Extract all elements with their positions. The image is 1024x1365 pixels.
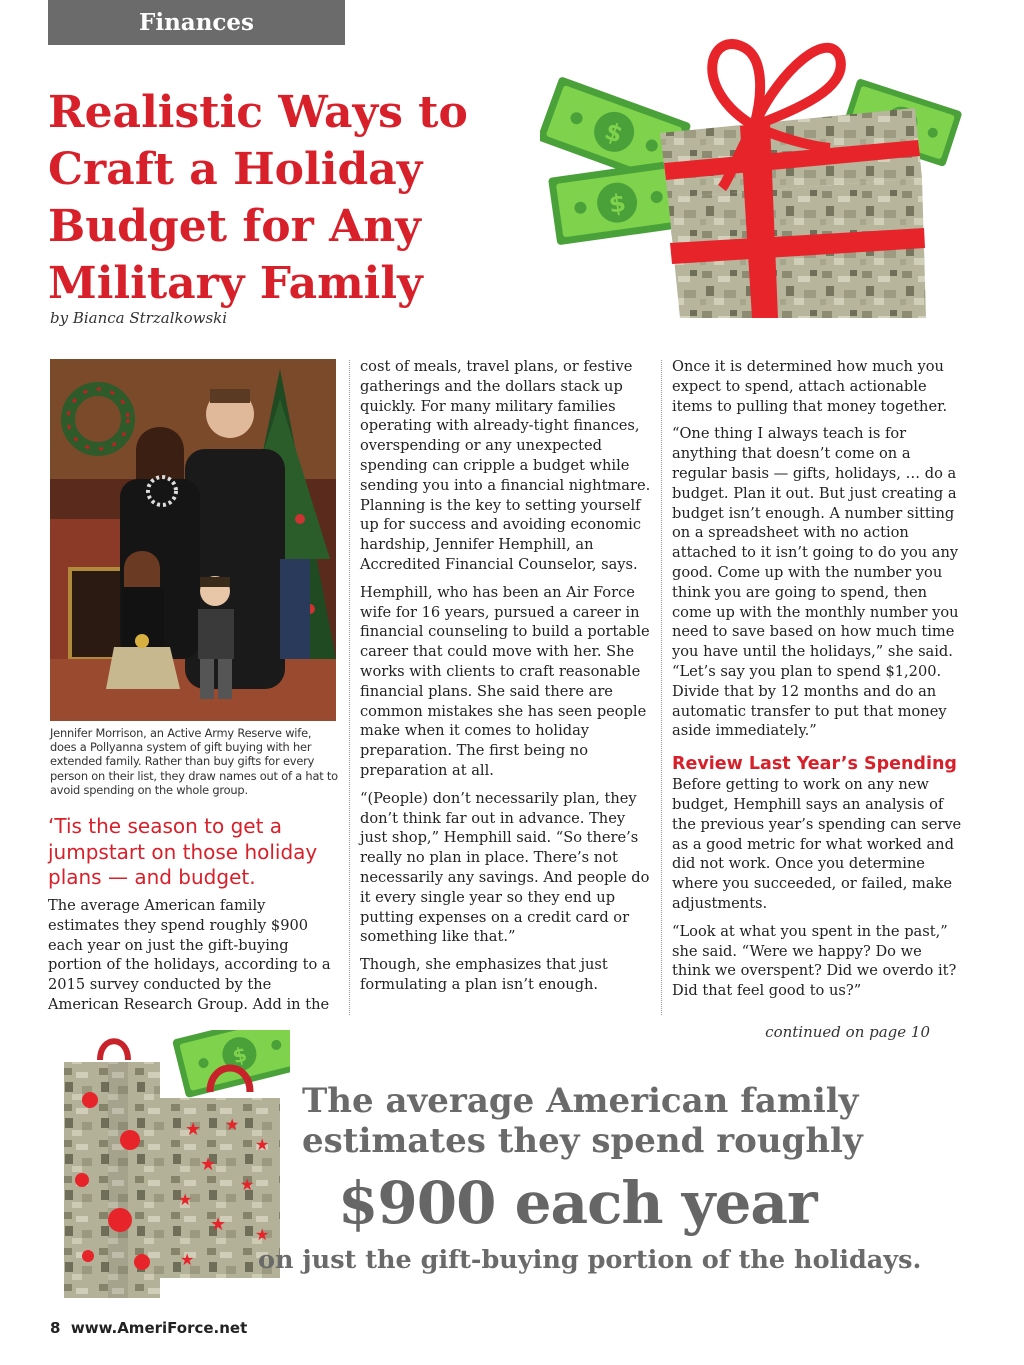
- byline: by Bianca Strzalkowski: [50, 309, 228, 327]
- star-icon: ★: [180, 1250, 195, 1269]
- pull-quote-line: on just the gift-buying portion of the holidays.: [258, 1245, 922, 1275]
- section-subhead: Review Last Year’s Spending: [672, 754, 957, 775]
- column-divider: [661, 360, 662, 1015]
- star-icon: ★: [210, 1214, 227, 1235]
- svg-text:$: $: [601, 116, 627, 149]
- paragraph: Hemphill, who has been an Air Force wife for 16 years, pursued a career in financial counseling to build a portable career that could move with her. She works with clients to craft reasonable financial plans. She said there are common mistakes she has seen people make when it comes to holiday preparation. The first being no preparation at all.: [360, 583, 650, 779]
- pull-quote-line: The average American family: [302, 1081, 859, 1121]
- headline-line: Craft a Holiday: [48, 144, 423, 195]
- page-footer: [50, 1319, 247, 1337]
- page-number: 8: [50, 1319, 61, 1337]
- svg-text:$: $: [230, 1041, 250, 1069]
- photo-caption: Jennifer Morrison, an Active Army Reserve wife, does a Pollyanna system of gift buying with her extended family. Rather than buy gifts for every person on their list, they draw names out of a hat to avoid spending on the whole group.: [50, 726, 338, 797]
- paragraph: Though, she emphasizes that just formulating a plan isn’t enough.: [360, 956, 608, 993]
- headline: [48, 84, 568, 312]
- article-column-3: [672, 357, 964, 1009]
- paragraph: Before getting to work on any new budget, Hemphill says an analysis of the previous year’s spending can serve as a good metric for what worked and did not work. Once you determine where you succeeded, or failed, make adjustments.: [672, 776, 962, 912]
- continued-note: continued on page 10: [765, 1023, 930, 1041]
- star-icon: ★: [178, 1190, 193, 1209]
- paragraph: cost of meals, travel plans, or festive gatherings and the dollars stack up quickly. For many military families operating with already-tight finances, overspending or any unexpected spending can cripple a budget while sending you into a financial nightmare. Planning is the key to setting yourself up for success and avoiding economic hardship, Jennifer Hemphill, an Accredited Financial Counselor, says.: [360, 358, 651, 573]
- money-bill-icon: [172, 1030, 290, 1098]
- star-icon: ★: [255, 1225, 270, 1244]
- column-divider: [349, 360, 350, 1015]
- star-icon: ★: [240, 1175, 255, 1194]
- star-icon: ★: [255, 1135, 270, 1154]
- section-tab: Finances: [48, 0, 345, 45]
- star-icon: ★: [225, 1115, 240, 1134]
- star-icon: ★: [185, 1119, 202, 1140]
- article-column-2: [360, 357, 652, 1003]
- star-icon: ★: [200, 1154, 217, 1175]
- svg-text:$: $: [607, 188, 628, 219]
- gift-money-illustration: [540, 28, 980, 328]
- shopping-bag-icon: [64, 1041, 160, 1298]
- paragraph: The average American family estimates they spend roughly $900 each year on just the gift-buying portion of the holidays, according to a 2015 survey conducted by the American Research Group. Add in the: [48, 897, 331, 1013]
- paragraph: “Look at what you spent in the past,” she said. “Were we happy? Do we think we overspent? Did we overdo it? Did that feel good to us?”: [672, 922, 957, 1000]
- article-subhead: ‘Tis the season to get a jumpstart on those holiday plans — and budget.: [48, 814, 318, 889]
- headline-line: Military Family: [48, 258, 423, 309]
- gift-box-icon: [660, 44, 926, 318]
- paragraph: “(People) don’t necessarily plan, they don’t think far out in advance. They just shop,” Hemphill said. “So there’s really no plan in place. There’s not necessarily any savings. And people do it every single year so they end up putting expenses on a credit card or something like that.”: [360, 789, 650, 946]
- paragraph: “One thing I always teach is for anything that doesn’t come on a regular basis — gifts, holidays, … do a budget. Plan it out. But just creating a budget isn’t enough. A number sitting on a spreadsheet with no action attached to it isn’t going to do you any good. Come up with the number you think you are going to spend, then come up with the monthly number you need to save based on how much time you have until the holidays,” she said. “Let’s say you plan to spend $1,200. Divide that by 12 months and do an automatic transfer to put that money aside immediately.”: [672, 425, 959, 740]
- shopping-bags-illustration: [60, 1030, 290, 1300]
- paragraph: Once it is determined how much you expect to spend, attach actionable items to pulling that money together.: [672, 358, 948, 415]
- headline-line: Realistic Ways to: [48, 87, 468, 138]
- footer-site-link[interactable]: www.AmeriForce.net: [70, 1319, 248, 1337]
- pull-quote-line: estimates they spend roughly: [302, 1121, 863, 1161]
- pull-quote-highlight: $900 each year: [338, 1169, 817, 1237]
- family-photo: [50, 359, 336, 721]
- headline-line: Budget for Any: [48, 201, 421, 252]
- article-column-1: [48, 896, 340, 1023]
